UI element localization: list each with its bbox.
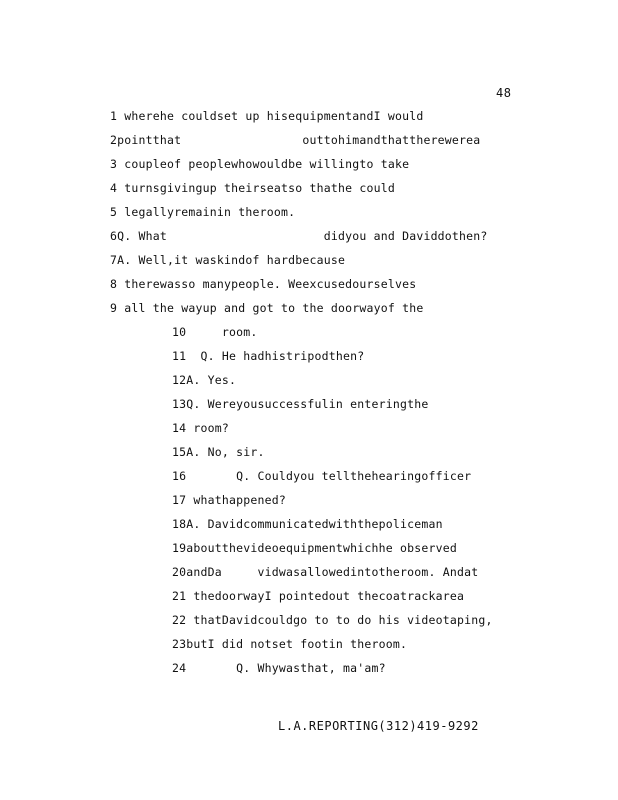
line-text: Q. What didyou and Daviddothen? <box>117 229 488 243</box>
line-text: turnsgivingup theirseatso thathe could <box>117 181 395 195</box>
line-number: 18 <box>172 517 187 531</box>
line-number: 20 <box>172 565 187 579</box>
line-number: 3 <box>110 157 118 171</box>
line-number: 9 <box>110 301 118 315</box>
page-number: 48 <box>496 86 512 100</box>
line-number: 15 <box>172 445 187 459</box>
line-number: 22 <box>172 613 187 627</box>
transcript-line <box>110 105 423 127</box>
line-text: therewasso manypeople. Weexcusedourselves <box>117 277 417 291</box>
line-number: 23 <box>172 637 187 651</box>
transcript-line <box>110 297 423 319</box>
transcript-line <box>110 225 488 247</box>
line-text: Q. He hadhistripodthen? <box>186 349 365 363</box>
line-text: thatDavidcouldgo to to do his videotaping, <box>186 613 493 627</box>
transcript-line <box>172 585 464 607</box>
line-text: room? <box>186 421 229 435</box>
transcript-line <box>172 417 229 439</box>
line-number: 17 <box>172 493 187 507</box>
transcript-line <box>110 201 295 223</box>
line-number: 16 <box>172 469 187 483</box>
line-number: 1 <box>110 109 118 123</box>
line-number: 2 <box>110 133 118 147</box>
line-text: andDa vidwasallowedintotheroom. Andat <box>186 565 479 579</box>
transcript-line <box>110 249 345 271</box>
transcript-line <box>110 177 395 199</box>
line-text: butI did notset footin theroom. <box>186 637 408 651</box>
transcript-line <box>172 513 443 535</box>
transcript-line <box>172 537 457 559</box>
reporter-footer: L.A.REPORTING(312)419-9292 <box>278 719 479 733</box>
line-number: 7 <box>110 253 118 267</box>
transcript-line <box>172 657 386 679</box>
transcript-line <box>172 369 236 391</box>
line-number: 19 <box>172 541 187 555</box>
transcript-line <box>172 321 258 343</box>
transcript-line <box>172 561 478 583</box>
line-text: Q. Whywasthat, ma'am? <box>186 661 386 675</box>
line-text: pointthat outtohimandthattherewerea <box>117 133 481 147</box>
line-number: 6 <box>110 229 118 243</box>
line-number: 14 <box>172 421 187 435</box>
transcript-line <box>172 393 428 415</box>
line-text: whathappened? <box>186 493 286 507</box>
line-text: A. Well,it waskindof hardbecause <box>117 253 346 267</box>
transcript-line <box>172 441 265 463</box>
line-number: 12 <box>172 373 187 387</box>
line-text: all the wayup and got to the doorwayof the <box>117 301 424 315</box>
transcript-line <box>172 465 471 487</box>
line-text: Q. Couldyou tellthehearingofficer <box>186 469 472 483</box>
line-number: 5 <box>110 205 118 219</box>
transcript-line <box>110 129 480 151</box>
line-number: 13 <box>172 397 187 411</box>
line-text: thedoorwayI pointedout thecoatrackarea <box>186 589 465 603</box>
transcript-line <box>172 345 364 367</box>
transcript-line <box>172 489 286 511</box>
line-text: A. No, sir. <box>186 445 265 459</box>
line-text: coupleof peoplewhowouldbe willingto take <box>117 157 410 171</box>
line-number: 11 <box>172 349 187 363</box>
line-number: 8 <box>110 277 118 291</box>
transcript-line <box>110 273 416 295</box>
transcript-line <box>172 633 407 655</box>
transcript-line <box>172 609 493 631</box>
line-text: room. <box>186 325 258 339</box>
line-number: 10 <box>172 325 187 339</box>
line-text: Q. Wereyousuccessfulin enteringthe <box>186 397 429 411</box>
line-text: A. Yes. <box>186 373 237 387</box>
line-text: legallyremainin theroom. <box>117 205 296 219</box>
line-number: 21 <box>172 589 187 603</box>
line-text: aboutthevideoequipmentwhichhe observed <box>186 541 457 555</box>
line-number: 4 <box>110 181 118 195</box>
line-text: wherehe couldset up hisequipmentandI would <box>117 109 424 123</box>
line-text: A. Davidcommunicatedwiththepoliceman <box>186 517 443 531</box>
line-number: 24 <box>172 661 187 675</box>
transcript-line <box>110 153 409 175</box>
